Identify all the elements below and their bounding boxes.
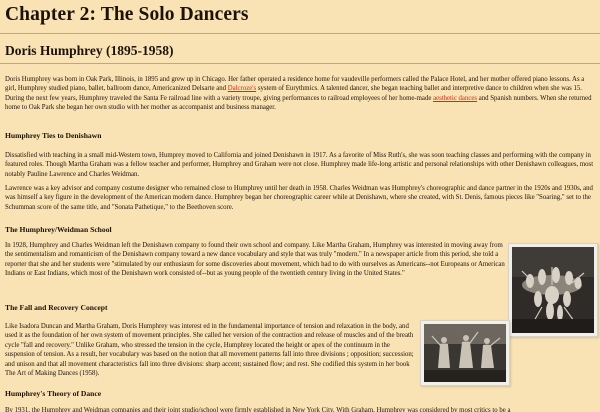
- theory-heading: Humphrey's Theory of Dance: [5, 389, 102, 398]
- denishawn-paragraph-1: Dissatisfied with teaching in a small mid-Western town, Humprey moved to California and joined Denishawn in 1917. As a favorite of Miss Ruth's, she was soon teaching classes and performing with the company in featured roles. Though Martha Graham was a fellow teacher and performer, Humphrey and Graham were not close. Humphrey made life-long artistic and personal relationships with other Denishawn colleagues, most notably Pauline Lawrence and Charles Weidman.: [5, 152, 594, 178]
- intro-text: and Spanish numbers. When she returned home to Oak Park she began her own studio with her mother as accompanist and business manager.: [5, 94, 592, 112]
- chapter-title: Chapter 2: The Solo Dancers: [5, 4, 249, 25]
- theory-paragraph: By 1931, the Humphrey and Weidman companies and their joint studio/school were firmly established in New York City. With Graham, Humphrey was considered by most critics to be a: [5, 407, 511, 412]
- fall-recovery-paragraph: Like Isadora Duncan and Martha Graham, Doris Humphrey was interest ed in the fundamental importance of tension and relaxation in the body, and used it as the foundation of her own system of movement principles. She called her version of the contraction and release of muscles and of the breath cycle "fall and recovery." Unlike Graham, who stressed the tension in the cycle, Humphrey located the height or apex of the continuum in the suspension of tension. As a result, her vocabulary was based on the notion that all movement patterns fall into three divisions ; opposition; succession; and unison and that all movement characteristics fall into three divisions: sharp accent; sustained flow; and rest. She codified this system in her book The Art of Making Dances (1958).: [5, 323, 414, 378]
- dance-group-photo: [508, 243, 598, 337]
- intro-text: Doris Humphrey was born in Oak Park, Illinois, in 1895 and grew up in Chicago. Her father operated a residence home for vaudeville performers called the Palace Hotel, and her mother offered piano lessons. As a girl, Humphrey studied piano, ballet, ballroom dance, Americanized Delsarte and: [5, 76, 585, 93]
- dance-group-image: [512, 247, 594, 333]
- dalcroze-link[interactable]: Dalcroze's: [227, 85, 257, 93]
- three-dancers-image: [424, 324, 506, 382]
- three-dancers-photo: [420, 320, 510, 386]
- denishawn-paragraph-2: Lawrence was a key advisor and company costume designer who remained close to Humphrey until her death in 1958. Charles Weidman was Humphrey's choreographic and dance partner in the 1920s and 1930s, and was himself a key figure in the development of the American modern dance. Humphrey began her choreographic career while at Denishawn, where she created, with St. Denis, famous pieces like "Soaring," set to the Schumman score of the same title, and "Sonata Pathetique," to the Beethoven score.: [5, 185, 593, 211]
- section-title: Doris Humphrey (1895-1958): [5, 43, 174, 58]
- school-paragraph: In 1928, Humphrey and Charles Weidman left the Denishawn company to found their own school and company. Like Martha Graham, Humphrey was interested in moving away from the sentimentalism and romanticism of the Denishawn company toward a new dance vocabulary and style that was truly "modern." In a newspaper article from this period, she told a reporter that she and her students were "stimulated by our enthusiasm for some discoveries about movement, which had to do with ourselves as Americans--not Europeans or American Indians or East Indians, which most of the Denishawn work consisted of--but as young people of the twentieth century living in the United States.": [5, 242, 505, 278]
- divider: [0, 33, 600, 34]
- divider: [0, 63, 600, 64]
- intro-text: system of Eurythmics. A talented dancer, she began teaching ballet and interpretive dance to children when she was 15. During the next few years, Humphrey traveled the Santa Fe railroad line with a variety troupe, giving performances to railroad employees of her home-made: [5, 85, 582, 102]
- denishawn-heading: Humphrey Ties to Denishawn: [5, 131, 102, 140]
- fall-recovery-heading: The Fall and Recovery Concept: [5, 303, 108, 312]
- intro-paragraph: [5, 75, 597, 113]
- school-heading: The Humphrey/Weidman School: [5, 225, 112, 234]
- aesthetic-dances-link[interactable]: aesthetic dances: [433, 94, 478, 102]
